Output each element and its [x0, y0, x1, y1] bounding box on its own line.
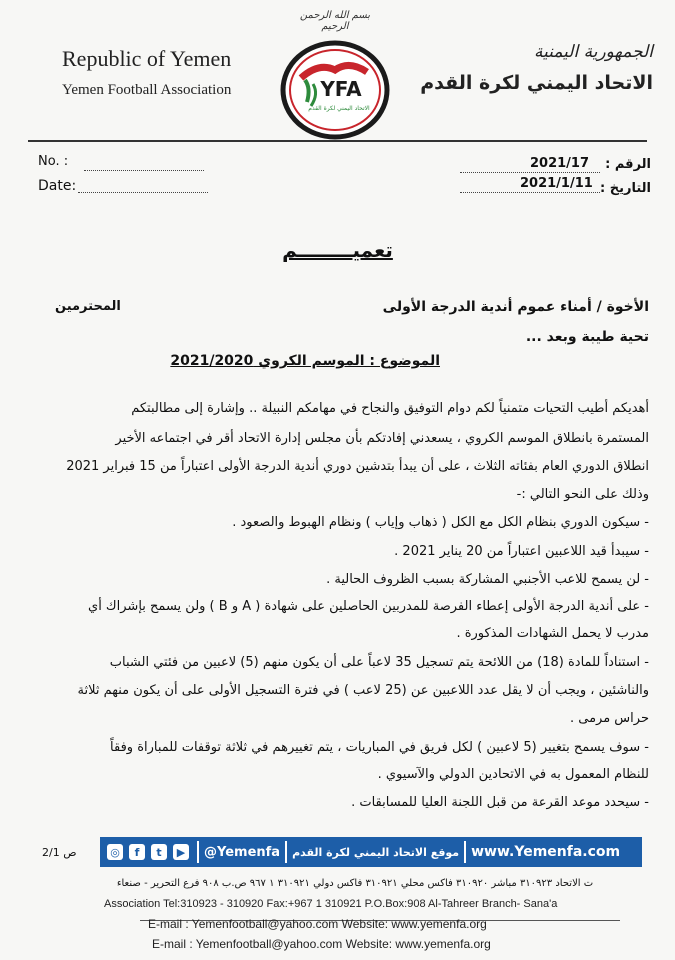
- footer-address-english: Association Tel:310923 - 310920 Fax:+967 1 310921 P.O.Box:908 Al-Tahreer Branch- Sana'a: [104, 898, 558, 910]
- footer-email-1: E-mail : Yemenfootball@yahoo.com Website: www.yemenfa.org: [148, 917, 487, 931]
- logo-caption: الاتحاد اليمني لكرة القدم: [308, 105, 370, 112]
- body-line: - سيحدد موعد القرعة من قبل اللجنة العليا للمسابقات .: [351, 795, 649, 810]
- page-number: ص 2/1: [42, 846, 77, 859]
- banner-separator: [464, 841, 466, 863]
- logo-text: YFA: [320, 77, 362, 101]
- social-handle[interactable]: @Yemenfa: [204, 844, 281, 860]
- banner-separator: [197, 841, 199, 863]
- ar-date-value: 2021/1/11: [520, 176, 593, 191]
- body-line: المستمرة بانطلاق الموسم الكروي ، يسعدني إفادتكم بأن مجلس إدارة الاتحاد أقر في اجتماعه الأخير: [115, 431, 649, 446]
- body-line: للنظام المعمول به في الاتحادين الدولي والآسيوي .: [377, 767, 649, 782]
- website-link[interactable]: www.Yemenfa.com: [471, 844, 621, 860]
- body-line: أهديكم أطيب التحيات متمنياً لكم دوام التوفيق والنجاح في مهامكم النبيلة .. وإشارة إلى مطالبتكم: [131, 401, 649, 416]
- ar-date-dots: [460, 192, 600, 193]
- twitter-icon[interactable]: t: [151, 844, 167, 860]
- header-divider: [28, 140, 647, 142]
- arabic-title: الاتحاد اليمني لكرة القدم: [420, 72, 653, 94]
- body-line: حراس مرمى .: [569, 711, 649, 726]
- body-line: والناشئين ، ويجب أن لا يقل عدد اللاعبين عن (25 لاعب ) في فترة التسجيل الأولى على أن يكون منهم ثلاثة: [77, 683, 649, 698]
- english-title: Republic of Yemen: [62, 46, 232, 71]
- body-line: - على أندية الدرجة الأولى إعطاء الفرصة للمدربين الحاصلين على شهادة ( A و B ) ولن يسمح بإشراك أي: [88, 599, 649, 614]
- addressee: الأخوة / أمناء عموم أندية الدرجة الأولى: [382, 299, 649, 315]
- instagram-icon[interactable]: ◎: [107, 844, 123, 860]
- ar-no-value: 2021/17: [530, 156, 590, 171]
- yfa-logo: [279, 40, 391, 140]
- no-dots: [84, 170, 204, 171]
- social-icons: [100, 837, 192, 867]
- ar-no-label: الرقم :: [605, 157, 651, 172]
- body-line: - لن يسمح للاعب الأجنبي المشاركة بسبب الظروف الحالية .: [326, 572, 649, 587]
- footer-address-arabic: ت الاتحاد ٣١٠٩٢٣ مباشر ٣١٠٩٢٠ فاكس محلي ٣١٠٩٢١ فاكس دولي ٣١٠٩٢١ ١ ٩٦٧ ص.ب ٩٠٨ فرع التحرير - صنعاء: [116, 878, 594, 889]
- greeting: تحية طيبة وبعد ...: [525, 329, 649, 345]
- footer-banner: [100, 837, 642, 867]
- no-label: No. :: [38, 154, 69, 169]
- ar-no-dots: [460, 172, 600, 173]
- body-line: - استناداً للمادة (18) من اللائحة يتم تسجيل 35 لاعباً على أن يكون منهم (5) لاعبين من فئتي الشباب: [109, 655, 649, 670]
- youtube-icon[interactable]: ▶: [173, 844, 189, 860]
- respected: المحترمين: [55, 299, 121, 314]
- english-subtitle: Yemen Football Association: [62, 82, 232, 98]
- body-line: - سيكون الدوري بنظام الكل مع الكل ( ذهاب وإياب ) ونظام الهبوط والصعود .: [232, 515, 649, 530]
- footer-email-2: E-mail : Yemenfootball@yahoo.com Website: www.yemenfa.org: [152, 937, 491, 951]
- site-arabic: موقع الاتحاد اليمني لكرة القدم: [292, 845, 460, 859]
- body-line: وذلك على النحو التالي :-: [516, 487, 649, 502]
- circular-title: تعميــــــــم: [282, 238, 393, 262]
- arabic-government: الجمهورية اليمنية: [533, 42, 653, 62]
- body-line: - سيبدأ قيد اللاعبين اعتباراً من 20 يناير 2021 .: [394, 544, 649, 559]
- subject-line: الموضوع : الموسم الكروي 2021/2020: [170, 353, 440, 369]
- body-line: مدرب لا يحمل الشهادات المذكورة .: [456, 626, 649, 641]
- facebook-icon[interactable]: f: [129, 844, 145, 860]
- banner-separator: [285, 841, 287, 863]
- basmala: بسم الله الرحمن الرحيم: [299, 10, 371, 32]
- date-dots: [78, 192, 208, 193]
- ar-date-label: التاريخ :: [600, 181, 651, 196]
- date-label: Date:: [38, 178, 77, 194]
- body-line: انطلاق الدوري العام بفئاته الثلاث ، على أن يبدأ بتدشين دوري أندية الدرجة الأولى اعتباراً من 15 فبراير 2021: [66, 459, 649, 474]
- body-line: - سوف يسمح بتغيير (5 لاعبين ) لكل فريق في المباريات ، يتم تغييرهم في ثلاثة توقفات للمباراة وفقاً: [110, 740, 649, 755]
